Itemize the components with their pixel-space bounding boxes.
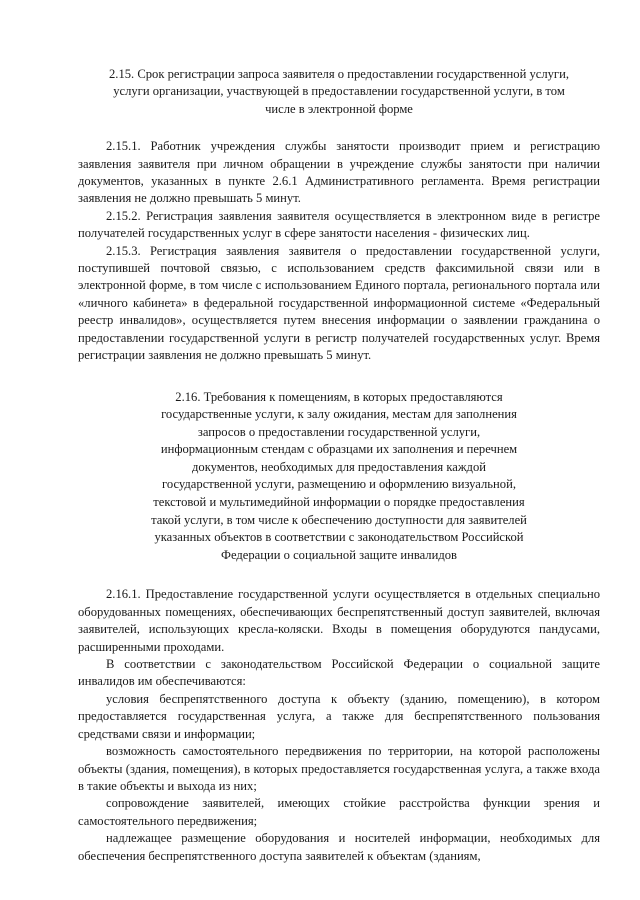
paragraph-legislation: В соответствии с законодательством Российской Федерации о социальной защите инвалидов им обеспечиваются: [78, 657, 600, 689]
section-heading-2-16: 2.16. Требования к помещениям, в которых предоставляются государственные услуги, к залу ожидания, местам для заполнения запросов о предоставлении государственной услуги, информационным стендам с образцами их заполнения и перечнем документов, необходимых для предоставления каждой государственной услуги, размещению и оформлению визуальной, текстовой и мультимедийной информации о порядке предоставления такой услуги, в том числе к обеспечению доступности для заявителей указанных объектов в соответствии с законодательством Российской Федерации о социальной защите инвалидов [151, 389, 527, 562]
document-body [78, 66, 600, 865]
list-item-access-conditions: условия беспрепятственного доступа к объекту (зданию, помещению), в котором предоставляется государственная услуга, а также для беспрепятственного пользования средствами связи и информации; [78, 691, 600, 741]
paragraph-2-15-1: 2.15.1. Работник учреждения службы занятости производит прием и регистрацию заявления заявителя при личном обращении в учреждение службы занятости при наличии документов, указанных в пункте 2.6.1 Административного регламента. Время регистрации заявления не должно превышать 5 минут. [78, 139, 600, 206]
section-heading-2-15: 2.15. Срок регистрации запроса заявителя о предоставлении государственной услуги, услуги организации, участвующей в предоставлении государственной услуги, в том числе в электронной форме [109, 67, 569, 116]
paragraph-2-15-2: 2.15.2. Регистрация заявления заявителя осуществляется в электронном виде в регистре получателей государственных услуг в сфере занятости населения - физических лиц. [78, 208, 600, 241]
paragraph-2-16-1: 2.16.1. Предоставление государственной услуги осуществляется в отдельных специально оборудованных помещениях, обеспечивающих беспрепятственный доступ заявителей, включая заявителей, использующих кресла-коляски. Входы в помещения оборудуются пандусами, расширенными проходами. [78, 587, 600, 654]
list-item-independent-movement: возможность самостоятельного передвижения по территории, на которой расположены объекты (здания, помещения), в которых предоставляется государственная услуга, а также входа в такие объекты и выхода из них; [78, 744, 600, 793]
list-item-equipment-placement: надлежащее размещение оборудования и носителей информации, необходимых для обеспечения беспрепятственного доступа заявителей к объектам (зданиям, [78, 831, 600, 863]
list-item-escort: сопровождение заявителей, имеющих стойкие расстройства функции зрения и самостоятельного передвижения; [78, 796, 600, 828]
paragraph-2-15-3: 2.15.3. Регистрация заявления заявителя о предоставлении государственной услуги, поступившей почтовой связью, с использованием средств факсимильной связи или в электронной форме, в том числе с использованием Единого портала, регионального портала или «личного кабинета» в федеральной государственной информационной системе «Федеральный реестр инвалидов», осуществляется путем внесения информации о заявлении гражданина о предоставлении государственной услуги в регистр получателей государственных услуг. Время регистрации заявления не должно превышать 5 минут. [78, 243, 600, 363]
